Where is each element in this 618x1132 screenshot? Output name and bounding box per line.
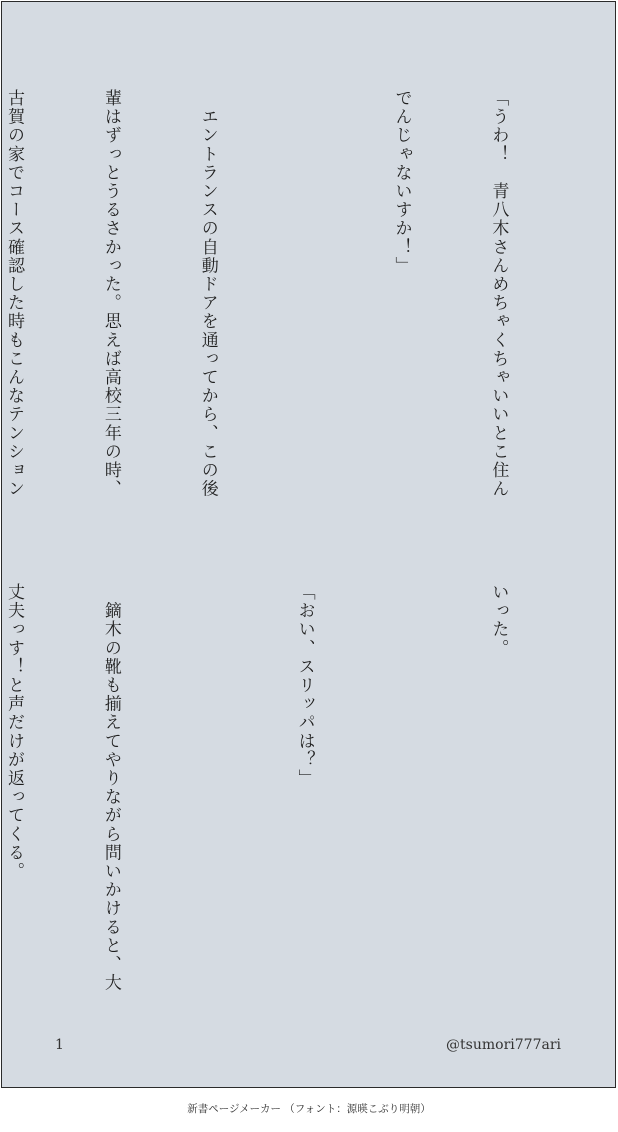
- text-line: 「うわ！ 青八木さんめちゃくちゃいいとこ住ん: [488, 89, 509, 499]
- text-line: 「おい、スリッパは？」: [294, 583, 315, 788]
- text-line: 輩はずっとうるさかった。思えば高校三年の時、: [100, 89, 121, 499]
- page-number: 1: [55, 1037, 64, 1053]
- author-handle: @tsumori777ari: [446, 1037, 561, 1053]
- generator-credit: 新書ページメーカー （フォント：源暎こぶり明朝）: [187, 1103, 431, 1115]
- text-line: 丈夫っす！と声だけが返ってくる。: [3, 583, 24, 881]
- text-lower-block: [0, 583, 579, 1013]
- text-line: でんじゃないすか！」: [391, 89, 412, 275]
- text-line: [385, 583, 417, 1013]
- text-line: 古賀の家でコース確認した時もこんなテンション: [3, 89, 24, 499]
- text-upper-block: [0, 89, 579, 539]
- text-line: [288, 89, 320, 539]
- text-line: いった。: [488, 583, 509, 658]
- text-line: 鏑木の靴も揃えてやりながら問いかけると、大: [100, 583, 121, 993]
- text-line: [191, 583, 223, 1013]
- text-line: エントランスの自動ドアを通ってから、この後: [197, 89, 218, 499]
- book-page: [1, 1, 616, 1088]
